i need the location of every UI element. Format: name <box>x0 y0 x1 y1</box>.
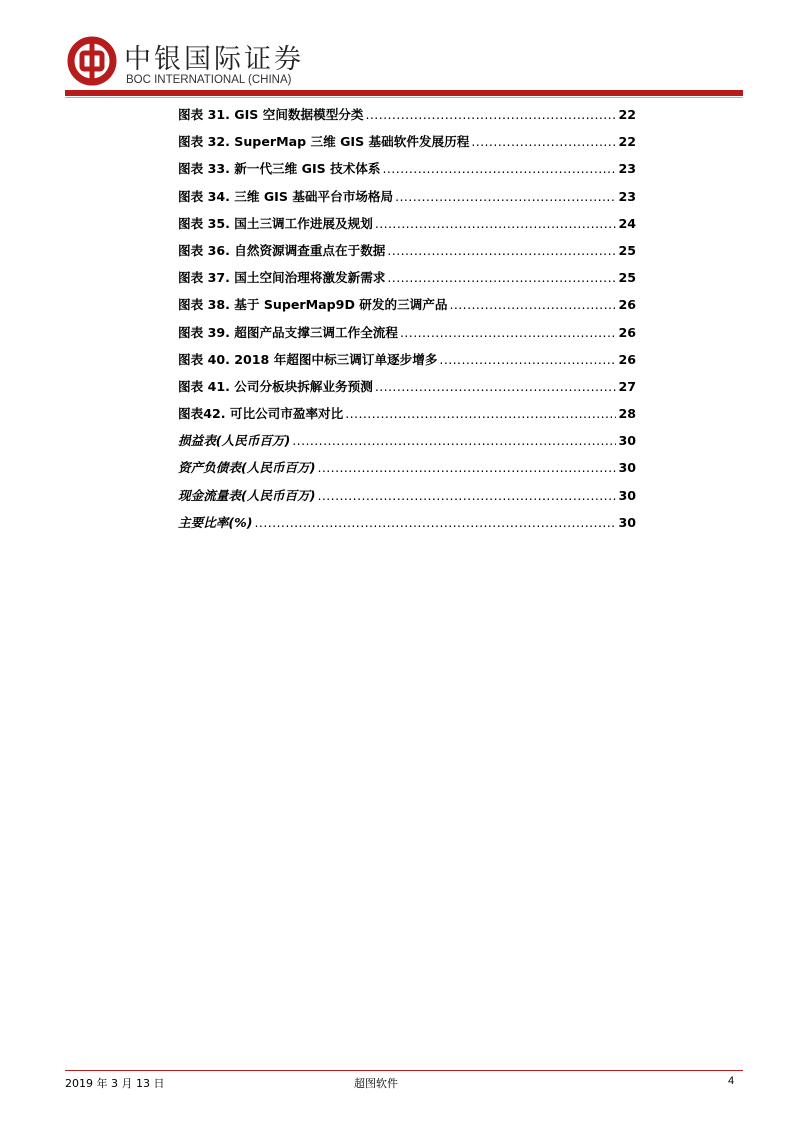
toc-dot-leader <box>345 400 616 427</box>
toc-entry-title: 图表 36. 自然资源调查重点在于数据 <box>178 242 386 258</box>
toc-entry[interactable] <box>178 237 636 264</box>
toc-dot-leader <box>317 482 616 509</box>
toc-entry-title: 图表 39. 超图产品支撑三调工作全流程 <box>178 324 398 340</box>
toc-entry[interactable] <box>178 319 636 346</box>
toc-dot-leader <box>449 291 616 318</box>
toc-entry-page: 22 <box>618 134 636 150</box>
boc-logo-icon <box>67 36 117 86</box>
toc-entry-page: 30 <box>618 514 636 530</box>
toc-dot-leader <box>395 183 616 210</box>
toc-entry-page: 23 <box>618 161 636 177</box>
toc-entry-page: 26 <box>618 324 636 340</box>
toc-dot-leader <box>400 319 616 346</box>
toc-entry-page: 30 <box>618 433 636 449</box>
toc-entry-title: 图表 34. 三维 GIS 基础平台市场格局 <box>178 188 394 204</box>
toc-dot-leader <box>292 427 616 454</box>
toc-entry[interactable] <box>178 183 636 210</box>
footer-company-name: 超图软件 <box>354 1077 398 1090</box>
toc-entry-title: 现金流量表(人民币百万) <box>178 487 316 503</box>
footer-rule <box>65 1070 743 1071</box>
toc-entry-page: 26 <box>618 297 636 313</box>
toc-entry-title: 图表 37. 国土空间治理将激发新需求 <box>178 270 386 286</box>
header-rule-thin <box>65 97 743 98</box>
toc-entry-title: 主要比率(%) <box>178 514 253 530</box>
toc-entry[interactable] <box>178 128 636 155</box>
toc-dot-leader <box>375 210 617 237</box>
toc-entry[interactable] <box>178 101 636 128</box>
brand-name-english: BOC INTERNATIONAL (CHINA) <box>126 74 292 86</box>
toc-entry-title: 图表 31. GIS 空间数据模型分类 <box>178 107 364 122</box>
toc-dot-leader <box>317 454 616 481</box>
toc-entry-page: 27 <box>618 378 636 394</box>
brand-name-chinese: 中银国际证券 <box>124 44 304 75</box>
toc-dot-leader <box>375 373 617 400</box>
header-rule <box>65 90 743 96</box>
toc-entry[interactable] <box>178 210 636 237</box>
toc-entry-title: 图表 38. 基于 SuperMap9D 研发的三调产品 <box>178 297 448 313</box>
toc-dot-leader <box>439 346 616 373</box>
toc-entry[interactable] <box>178 400 636 427</box>
toc-entry[interactable] <box>178 346 636 373</box>
toc-entry-title: 图表 40. 2018 年超图中标三调订单逐步增多 <box>178 351 438 367</box>
toc-entry-page: 23 <box>618 188 636 204</box>
toc-entry-title: 资产负债表(人民币百万) <box>178 460 316 476</box>
toc-entry-page: 30 <box>618 487 636 503</box>
toc-entry[interactable] <box>178 509 636 536</box>
toc-dot-leader <box>387 264 616 291</box>
toc-dot-leader <box>387 237 616 264</box>
toc-entry[interactable] <box>178 454 636 481</box>
toc-entry-title: 图表 32. SuperMap 三维 GIS 基础软件发展历程 <box>178 134 470 150</box>
toc-entry[interactable] <box>178 264 636 291</box>
toc-entry-title: 图表 33. 新一代三维 GIS 技术体系 <box>178 161 381 177</box>
toc-dot-leader <box>255 509 617 536</box>
toc-entry[interactable] <box>178 482 636 509</box>
toc-entry-title: 损益表(人民币百万) <box>178 433 291 449</box>
toc-entry-title: 图表 41. 公司分板块拆解业务预测 <box>178 378 373 394</box>
toc-entry-page: 22 <box>618 107 636 122</box>
toc-dot-leader <box>366 101 617 128</box>
toc-entry[interactable] <box>178 155 636 182</box>
toc-entry-page: 26 <box>618 351 636 367</box>
footer-date: 2019 年 3 月 13 日 <box>65 1077 165 1090</box>
toc-entry-page: 24 <box>618 215 636 231</box>
toc-entry-title: 图表 35. 国土三调工作进展及规划 <box>178 215 373 231</box>
figure-index-list <box>178 101 636 536</box>
toc-entry-page: 25 <box>618 270 636 286</box>
toc-entry-page: 30 <box>618 460 636 476</box>
toc-entry-title: 图表42. 可比公司市盈率对比 <box>178 406 344 422</box>
toc-entry[interactable] <box>178 427 636 454</box>
toc-entry-page: 25 <box>618 242 636 258</box>
toc-entry[interactable] <box>178 291 636 318</box>
footer-page-number: 4 <box>728 1075 735 1087</box>
toc-entry[interactable] <box>178 373 636 400</box>
toc-dot-leader <box>382 155 616 182</box>
toc-entry-page: 28 <box>618 406 636 422</box>
toc-dot-leader <box>471 128 616 155</box>
